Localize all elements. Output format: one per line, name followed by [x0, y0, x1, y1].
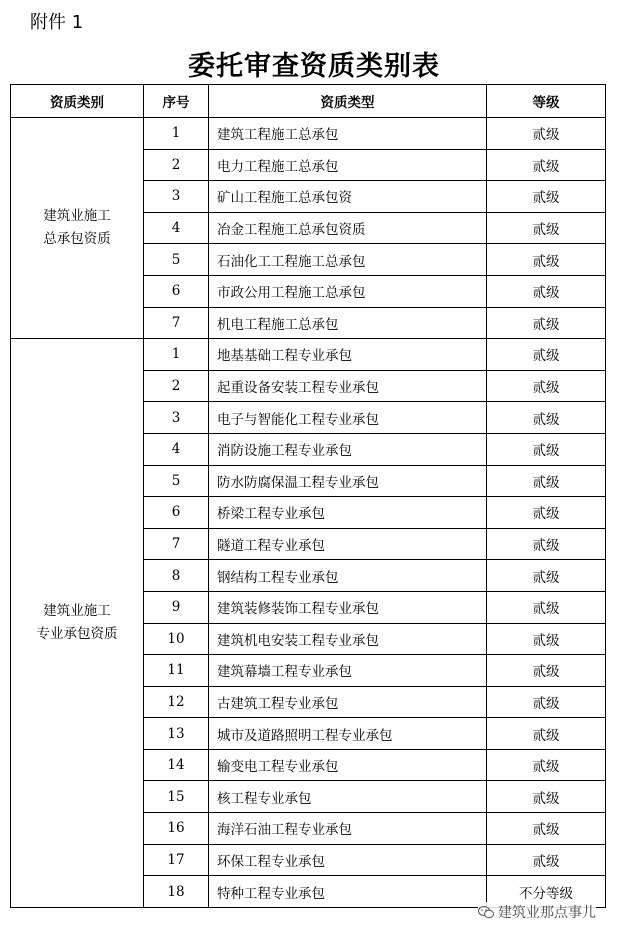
type-cell: 核工程专业承包 — [209, 781, 487, 813]
type-cell: 钢结构工程专业承包 — [209, 560, 487, 592]
type-cell: 特种工程专业承包 — [209, 876, 487, 908]
category-cell — [11, 339, 144, 908]
category-cell — [11, 118, 144, 339]
type-cell: 城市及道路照明工程专业承包 — [209, 718, 487, 750]
category-line: 建筑业施工 — [43, 603, 111, 619]
grade-cell: 贰级 — [487, 149, 606, 181]
type-cell: 建筑装修装饰工程专业承包 — [209, 591, 487, 623]
number-cell: 9 — [144, 591, 209, 623]
type-cell: 石油化工工程施工总承包 — [209, 244, 487, 276]
grade-cell: 贰级 — [487, 275, 606, 307]
grade-cell: 贰级 — [487, 465, 606, 497]
number-cell: 13 — [144, 718, 209, 750]
number-cell: 18 — [144, 876, 209, 908]
number-cell: 5 — [144, 244, 209, 276]
type-cell: 防水防腐保温工程专业承包 — [209, 465, 487, 497]
type-cell: 建筑机电安装工程专业承包 — [209, 623, 487, 655]
type-cell: 冶金工程施工总承包资质 — [209, 212, 487, 244]
number-cell: 7 — [144, 528, 209, 560]
number-cell: 8 — [144, 560, 209, 592]
grade-cell: 贰级 — [487, 402, 606, 434]
category-line: 建筑业施工 — [43, 208, 111, 225]
number-cell: 1 — [144, 339, 209, 371]
number-cell: 2 — [144, 370, 209, 402]
number-cell: 3 — [144, 402, 209, 434]
grade-cell: 贰级 — [487, 497, 606, 529]
column-header-grade: 等级 — [487, 85, 606, 118]
grade-cell: 贰级 — [487, 844, 606, 876]
watermark-text: 建筑业那点事儿 — [498, 905, 596, 921]
number-cell: 6 — [144, 497, 209, 529]
type-cell: 起重设备安装工程专业承包 — [209, 370, 487, 402]
type-cell: 建筑幕墙工程专业承包 — [209, 655, 487, 687]
grade-cell: 贰级 — [487, 781, 606, 813]
category-line: 总承包资质 — [43, 231, 111, 248]
type-cell: 建筑工程施工总承包 — [209, 118, 487, 150]
column-header-type: 资质类型 — [209, 85, 487, 118]
grade-cell: 贰级 — [487, 370, 606, 402]
type-cell: 环保工程专业承包 — [209, 844, 487, 876]
type-cell: 地基基础工程专业承包 — [209, 339, 487, 371]
number-cell: 3 — [144, 181, 209, 213]
wechat-icon — [478, 905, 494, 919]
number-cell: 2 — [144, 149, 209, 181]
type-cell: 机电工程施工总承包 — [209, 307, 487, 339]
number-cell: 15 — [144, 781, 209, 813]
number-cell: 11 — [144, 655, 209, 687]
table-row — [11, 118, 606, 150]
grade-cell: 贰级 — [487, 307, 606, 339]
grade-cell: 贰级 — [487, 339, 606, 371]
column-header-category: 资质类别 — [11, 85, 144, 118]
grade-cell: 贰级 — [487, 181, 606, 213]
grade-cell: 贰级 — [487, 623, 606, 655]
grade-cell: 贰级 — [487, 433, 606, 465]
qualification-table — [10, 84, 606, 908]
grade-cell: 贰级 — [487, 560, 606, 592]
table-body — [11, 118, 606, 908]
grade-cell: 贰级 — [487, 528, 606, 560]
type-cell: 电力工程施工总承包 — [209, 149, 487, 181]
attachment-label: 附件 1 — [30, 12, 84, 33]
number-cell: 17 — [144, 844, 209, 876]
number-cell: 16 — [144, 813, 209, 845]
table-row — [11, 339, 606, 371]
type-cell: 电子与智能化工程专业承包 — [209, 402, 487, 434]
grade-cell: 不分等级 — [487, 876, 606, 908]
grade-cell: 贰级 — [487, 718, 606, 750]
type-cell: 消防设施工程专业承包 — [209, 433, 487, 465]
grade-cell: 贰级 — [487, 118, 606, 150]
table-header-row — [11, 85, 606, 118]
number-cell: 6 — [144, 275, 209, 307]
number-cell: 5 — [144, 465, 209, 497]
type-cell: 输变电工程专业承包 — [209, 749, 487, 781]
number-cell: 7 — [144, 307, 209, 339]
grade-cell: 贰级 — [487, 655, 606, 687]
type-cell: 隧道工程专业承包 — [209, 528, 487, 560]
grade-cell: 贰级 — [487, 244, 606, 276]
number-cell: 12 — [144, 686, 209, 718]
number-cell: 1 — [144, 118, 209, 150]
column-header-number: 序号 — [144, 85, 209, 118]
category-line: 专业承包资质 — [36, 626, 118, 642]
type-cell: 矿山工程施工总承包资 — [209, 181, 487, 213]
page-title: 委托审查资质类别表 — [188, 51, 440, 82]
watermark — [478, 902, 596, 922]
grade-cell: 贰级 — [487, 591, 606, 623]
number-cell: 10 — [144, 623, 209, 655]
type-cell: 桥梁工程专业承包 — [209, 497, 487, 529]
type-cell: 海洋石油工程专业承包 — [209, 813, 487, 845]
grade-cell: 贰级 — [487, 686, 606, 718]
grade-cell: 贰级 — [487, 813, 606, 845]
number-cell: 4 — [144, 433, 209, 465]
type-cell: 市政公用工程施工总承包 — [209, 275, 487, 307]
number-cell: 4 — [144, 212, 209, 244]
grade-cell: 贰级 — [487, 749, 606, 781]
number-cell: 14 — [144, 749, 209, 781]
type-cell: 古建筑工程专业承包 — [209, 686, 487, 718]
grade-cell: 贰级 — [487, 212, 606, 244]
